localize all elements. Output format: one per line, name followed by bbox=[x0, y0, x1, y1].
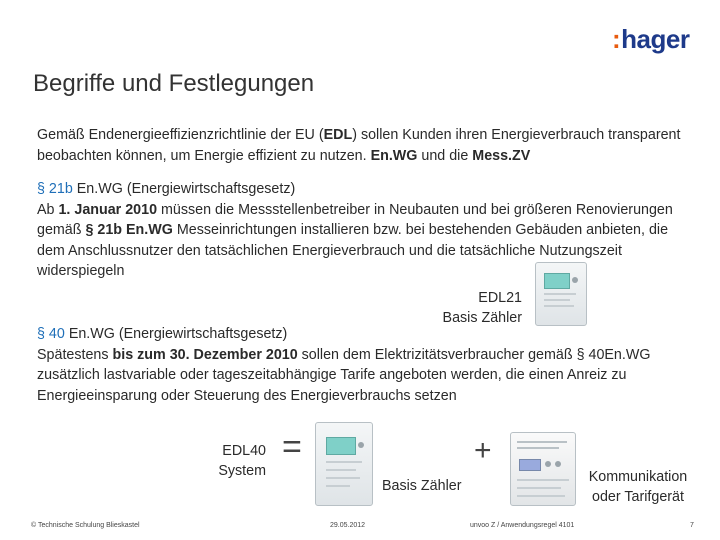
section-21b-law-desc: (Energiewirtschaftsgesetz) bbox=[122, 181, 296, 197]
section-21b-text-3: Messeinrichtungen installieren bzw. bei bestehenden Gebäuden anbieten, die dem Anschlussnutzer den tatsächlichen Energieverbrauch und die tatsächliche Nutzungszeit widerspiegeln bbox=[37, 222, 669, 279]
intro-paragraph bbox=[37, 125, 697, 166]
footer-page-number: 7 bbox=[690, 522, 694, 529]
communication-line-1: Kommunikation bbox=[588, 469, 688, 485]
edl21-desc: Basis Zähler bbox=[442, 310, 522, 326]
intro-text-2: ) sollen Kunden ihren Energieverbrauch transparent beobachten können, um Energie effizient zu nutzen. bbox=[37, 127, 681, 164]
plus-sign: + bbox=[474, 434, 492, 467]
footer-reference: unvoo Z / Anwendungsregel 4101 bbox=[470, 522, 575, 529]
intro-edl: EDL bbox=[323, 127, 353, 143]
logo-dots: : bbox=[612, 24, 621, 54]
section-40 bbox=[37, 324, 697, 406]
section-40-date: bis zum 30. Dezember 2010 bbox=[112, 346, 298, 363]
section-21b-inline-ref: § 21b En.WG bbox=[85, 222, 173, 238]
equals-sign: = bbox=[282, 428, 302, 466]
section-21b-law: En.WG bbox=[76, 181, 123, 197]
edl40-name: EDL40 bbox=[222, 443, 266, 459]
edl21-label bbox=[400, 288, 522, 328]
intro-enwg: En.WG bbox=[370, 147, 418, 164]
logo-text: hager bbox=[621, 24, 690, 54]
edl40-desc: System bbox=[218, 463, 266, 479]
intro-messzv: Mess.ZV bbox=[472, 147, 531, 164]
intro-text-3: und die bbox=[417, 147, 473, 164]
communication-line-2: oder Tarifgerät bbox=[592, 489, 684, 505]
section-40-law-desc: (Energiewirtschaftsgesetz) bbox=[114, 326, 288, 342]
intro-text-1: Gemäß Endenergieeffizienzrichtlinie der EU ( bbox=[37, 127, 324, 143]
section-40-text-2: sollen dem Elektrizitätsverbraucher gemäß § 40En.WG zusätzlich lastvariable oder tageszeitabhängige Tarife angeboten werden, die einen Anreiz zu Energieeinsparung oder Steuerung des Energieverbrauchs setzen bbox=[37, 346, 651, 404]
hager-logo bbox=[612, 24, 689, 55]
page-title: Begriffe und Festlegungen bbox=[33, 70, 315, 97]
section-40-law: En.WG bbox=[68, 326, 115, 342]
section-21b-ref: § 21b bbox=[37, 181, 73, 197]
basis-meter-image bbox=[315, 422, 373, 506]
section-40-text-1: Spätestens bbox=[37, 346, 113, 363]
section-21b-date: 1. Januar 2010 bbox=[58, 201, 158, 218]
section-40-ref: § 40 bbox=[37, 326, 65, 342]
footer-copyright: © Technische Schulung Blieskastel bbox=[31, 522, 140, 529]
communication-label bbox=[578, 467, 698, 507]
basis-meter-label: Basis Zähler bbox=[382, 478, 462, 494]
edl40-label bbox=[196, 441, 266, 481]
section-21b-text-2: müssen die Messstellenbetreiber in Neubauten und bei größeren Renovierungen gemäß bbox=[37, 201, 673, 238]
edl21-meter-image bbox=[535, 262, 587, 326]
section-21b bbox=[37, 179, 697, 282]
section-21b-text-1: Ab bbox=[37, 201, 59, 218]
communication-device-image bbox=[510, 432, 576, 506]
edl21-name: EDL21 bbox=[478, 290, 522, 306]
footer-date: 29.05.2012 bbox=[330, 522, 366, 529]
